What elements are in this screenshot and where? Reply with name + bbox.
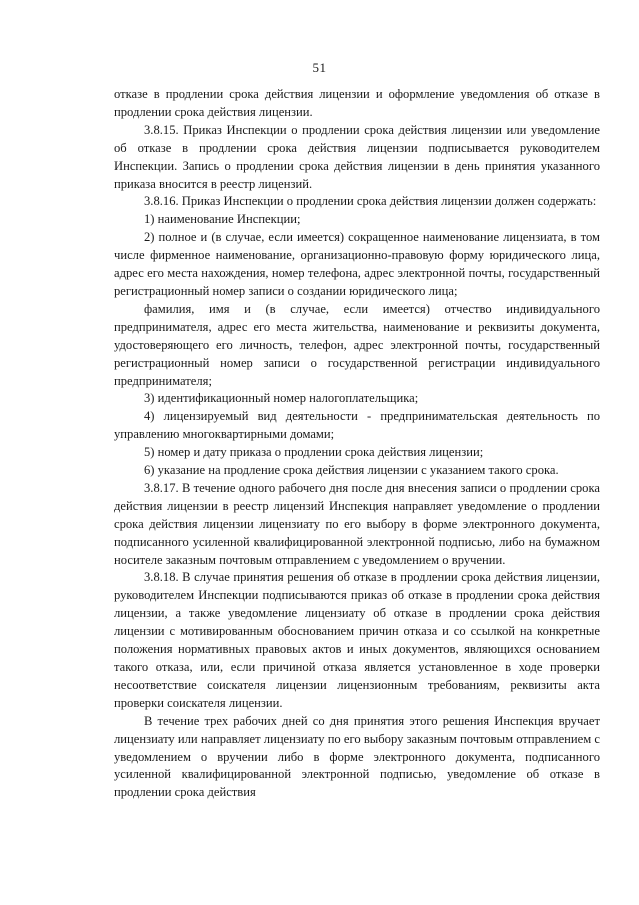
list-item-1: 1) наименование Инспекции; bbox=[144, 212, 301, 227]
paragraph-3-8-16: 3.8.16. Приказ Инспекции о продлении срока действия лицензии должен содержать: bbox=[144, 194, 597, 209]
list-item-2: 2) полное и (в случае, если имеется) сокращенное наименование лицензиата, в том числе фирменное наименование, организационно-правовую форму юридического лица, адрес его места нахождения, номер телефона, адрес электронной почты, государственный регистрационный номер записи о создании юридического лица; bbox=[114, 230, 600, 298]
body-text bbox=[114, 86, 600, 802]
list-item-4: 4) лицензируемый вид деятельности - предпринимательская деятельность по управлению многоквартирными домами; bbox=[114, 409, 600, 442]
list-item-6: 6) указание на продление срока действия лицензии с указанием такого срока. bbox=[144, 463, 559, 478]
paragraph-3-8-15: 3.8.15. Приказ Инспекции о продлении срока действия лицензии или уведомление об отказе в продлении срока действия лицензии подписывается руководителем Инспекции. Запись о продлении срока действия лицензии в день принятия указанного приказа вносится в реестр лицензий. bbox=[114, 122, 600, 191]
list-item-3: 3) идентификационный номер налогоплательщика; bbox=[144, 391, 419, 406]
paragraph-3-8-18: 3.8.18. В случае принятия решения об отказе в продлении срока действия лицензии, руководителем Инспекции подписываются приказ об отказе в продлении срока действия лицензии, а также уведомление лицензиату об отказе в продлении срока действия лицензии с мотивированным обоснованием причин отказа и со ссылкой на конкретные положения нормативных правовых актов и иных документов, являющихся основанием такого отказа, или, если причиной отказа является установленное в ходе проверки несоответствие соискателя лицензии лицензионным требованиям, реквизиты акта проверки соискателя лицензии. bbox=[114, 570, 600, 710]
paragraph-continuation: отказе в продлении срока действия лицензии и оформление уведомления об отказе в продлении срока действия лицензии. bbox=[114, 87, 600, 119]
list-item-5: 5) номер и дату приказа о продлении срока действия лицензии; bbox=[144, 445, 484, 460]
page-number: 51 bbox=[312, 60, 327, 75]
list-item-2-individual: фамилия, имя и (в случае, если имеется) отчество индивидуального предпринимателя, адрес его места жительства, наименование и реквизиты документа, удостоверяющего его личность, телефон, адрес электронной почты, государственный регистрационный номер записи о государственной регистрации индивидуального предпринимателя; bbox=[114, 301, 600, 388]
paragraph-refusal-delivery: В течение трех рабочих дней со дня принятия этого решения Инспекция вручает лицензиату или направляет лицензиату по его выбору заказным почтовым отправлением с уведомлением о вручении либо в форме электронного документа, подписанного усиленной квалифицированной электронной подписью, уведомление об отказе в продлении срока действия bbox=[114, 713, 600, 800]
paragraph-3-8-17: 3.8.17. В течение одного рабочего дня после дня внесения записи о продлении срока действия лицензии в реестр лицензий Инспекция направляет уведомление о продлении срока действия лицензии лицензиату по его выбору в форме электронного документа, подписанного усиленной квалифицированной электронной подписью, либо на бумажном носителе заказным почтовым отправлением с уведомлением о вручении. bbox=[114, 480, 600, 567]
